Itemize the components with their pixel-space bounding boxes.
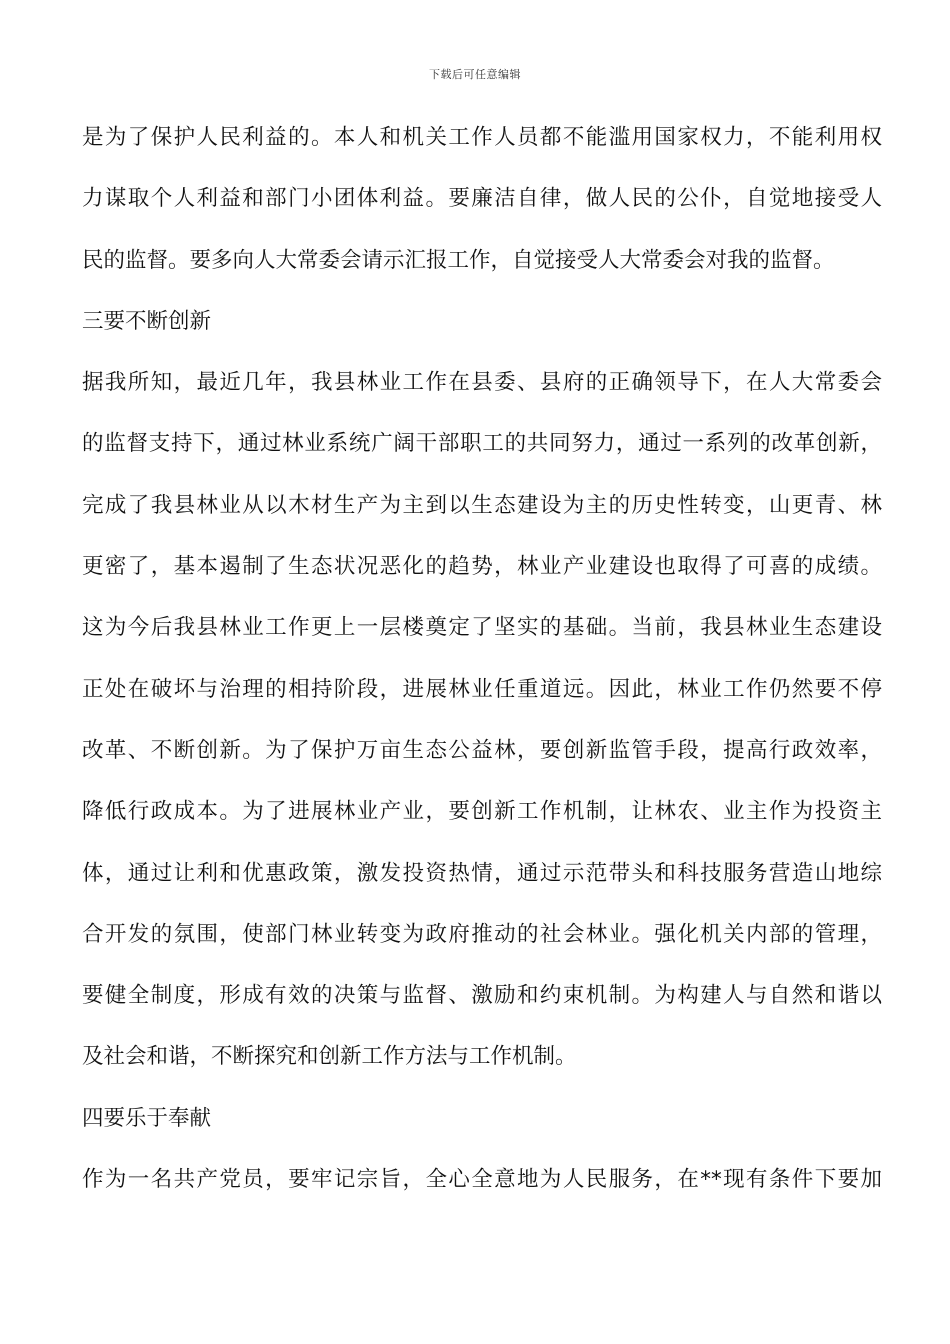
paragraph-line: 作为一名共产党员，要牢记宗旨，全心全意地为人民服务，在**现有条件下要加: [82, 1167, 882, 1193]
paragraph-line: 更密了，基本遏制了生态状况恶化的趋势，林业产业建设也取得了可喜的成绩。: [82, 554, 882, 580]
paragraph-line: 是为了保护人民利益的。本人和机关工作人员都不能滥用国家权力，不能利用权: [82, 125, 882, 150]
paragraph-line: 完成了我县林业从以木材生产为主到以生态建设为主的历史性转变，山更青、林: [82, 492, 882, 518]
paragraph-line: 体，通过让利和优惠政策，激发投资热情，通过示范带头和科技服务营造山地综: [82, 860, 882, 886]
section-heading: 三要不断创新: [82, 308, 212, 334]
paragraph-line: 改革、不断创新。为了保护万亩生态公益林，要创新监管手段，提高行政效率，: [82, 737, 882, 763]
document-body: [82, 116, 882, 1219]
paragraph-line: 力谋取个人利益和部门小团体利益。要廉洁自律，做人民的公仆，自觉地接受人: [82, 186, 882, 212]
paragraph-line: 要健全制度，形成有效的决策与监督、激励和约束机制。为构建人与自然和谐以: [82, 983, 882, 1009]
paragraph-line: 合开发的氛围，使部门林业转变为政府推动的社会林业。强化机关内部的管理，: [82, 921, 882, 947]
paragraph-line: 正处在破坏与治理的相持阶段，进展林业任重道远。因此，林业工作仍然要不停: [82, 676, 882, 702]
paragraph-line: 降低行政成本。为了进展林业产业，要创新工作机制，让林农、业主作为投资主: [82, 799, 882, 825]
page-header-note: 下载后可任意编辑: [429, 68, 521, 81]
paragraph-line: 的监督支持下，通过林业系统广阔干部职工的共同努力，通过一系列的改革创新，: [82, 431, 882, 457]
section-heading: 四要乐于奉献: [82, 1105, 212, 1131]
paragraph-line: 及社会和谐，不断探究和创新工作方法与工作机制。: [82, 1044, 577, 1070]
paragraph-line: 这为今后我县林业工作更上一层楼奠定了坚实的基础。当前，我县林业生态建设: [82, 615, 882, 641]
paragraph-line: 据我所知，最近几年，我县林业工作在县委、县府的正确领导下，在人大常委会: [82, 370, 882, 396]
paragraph-line: 民的监督。要多向人大常委会请示汇报工作，自觉接受人大常委会对我的监督。: [82, 247, 835, 273]
